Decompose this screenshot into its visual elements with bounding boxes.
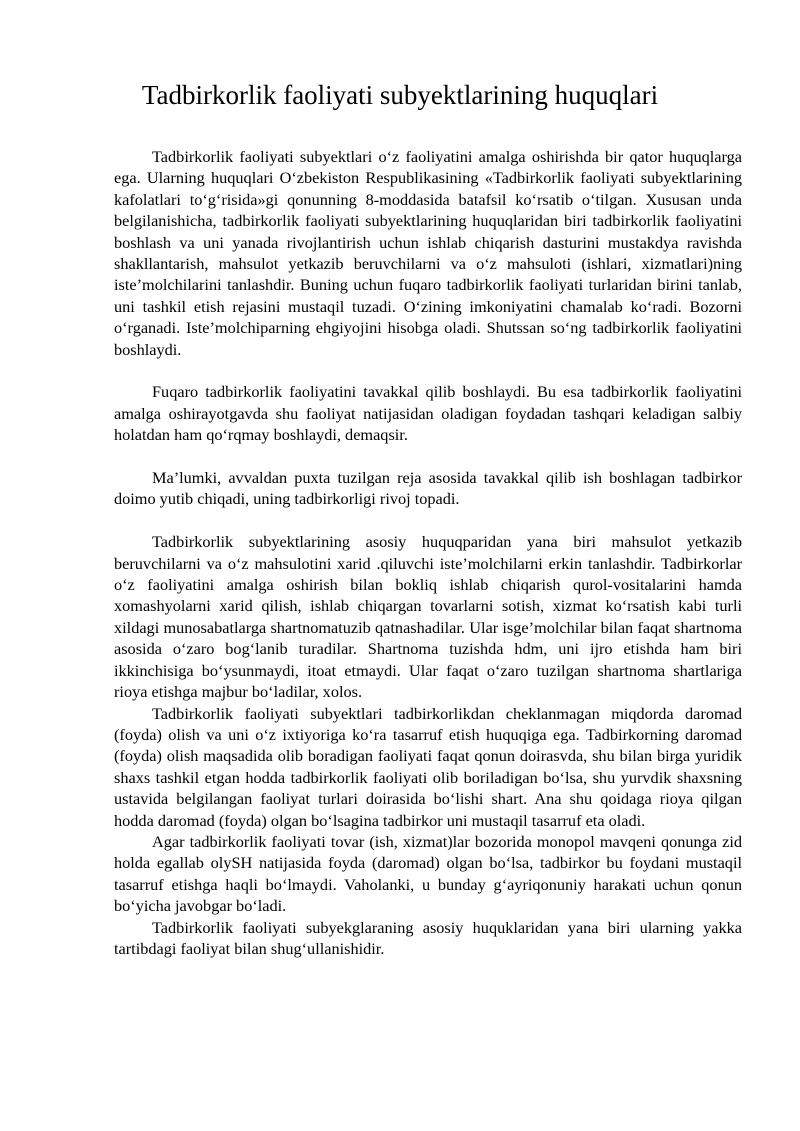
paragraph: Tadbirkorlik faoliyati subyektlari o‘z faoliyatini amalga oshirishda bir qator huquqlarga ega. Ularning huquqlari O‘zbekiston Respublikasining «Tadbirkorlik faoliyati subyektlarining kafolatlari to‘g‘risida»gi qonunning 8-moddasida batafsil ko‘rsatib o‘tilgan. Xususan unda belgilanishicha, tadbirkorlik faoliyati subyektlarining huquqlaridan biri tadbirkorlik faoliyatini boshlash va uni yanada rivojlantirish uchun ishlab chiqarish dasturini mustakdya ravishda shakllantarish, mahsulot yetkazib beruvchilarni va o‘z mahsuloti (ishlari, xizmatlari)ning iste’molchilarini tanlashdir. Buning uchun fuqaro tadbirkorlik faoliyati turlaridan birini tanlab, uni tashkil etish rejasini mustaqil tuzadi. O‘zining imkoniyatini chamalab ko‘radi. Bozorni o‘rganadi. Iste’molchiparning ehgiyojini hisobga oladi. Shutssan so‘ng tadbirkorlik faoliyatini boshlaydi. [114,147,742,359]
paragraph: Tadbirkorlik subyektlarining asosiy huquqparidan yana biri mahsulot yetkazib beruvchilarni va o‘z mahsulotini xarid .qiluvchi iste’molchilarni erkin tanlashdir. Tadbirkorlar o‘z faoliyatini amalga oshirish bilan bokliq ishlab chiqarish qurol-vositalarini hamda xomashyolarni xarid qilish, ishlab chiqargan tovarlarni sotish, xizmat ko‘rsatish kabi turli xildagi munosabatlarga shartnomatuzib qatnashadilar. Ular isge’molchilar bilan faqat shartnoma asosida o‘zaro bog‘lanib turadilar. Shartnoma tuzishda hdm, uni ijro etishda ham biri ikkinchisiga bo‘ysunmaydi, itoat etmaydi. Ular faqat o‘zaro tuzilgan shartnoma shartlariga rioya etishga majbur bo‘ladilar, xolos. [114,532,742,702]
paragraph: Tadbirkorlik faoliyati subyekglaraning asosiy huquklaridan yana biri ularning yakka tartibdagi faoliyat bilan shug‘ullanishidir. [114,917,742,958]
page-title: Tadbirkorlik faoliyati subyektlarining huquqlari [141,80,659,110]
paragraph: Agar tadbirkorlik faoliyati tovar (ish, xizmat)lar bozorida monopol mavqeni qonunga zid holda egallab olySH natijasida foyda (daromad) olgan bo‘lsa, tadbirkor bu foydani mustaqil tasarruf etishga haqli bo‘lmaydi. Vaholanki, u bunday g‘ayriqonuniy harakati uchun qonun bo‘yicha javobgar bo‘ladi. [114,831,742,916]
paragraph: Ma’lumki, avvaldan puxta tuzilgan reja asosida tavakkal qilib ish boshlagan tadbirkor doimo yutib chiqadi, uning tadbirkorligi rivoj topadi. [114,468,742,509]
paragraph: Tadbirkorlik faoliyati subyektlari tadbirkorlikdan cheklanmagan miqdorda daromad (foyda) olish va uni o‘z ixtiyoriga ko‘ra tasarruf etish huquqiga ega. Tadbirkorning daromad (foyda) olish maqsadida olib boradigan faoliyati faqat qonun doirasvda, shu bilan birga yuridik shaxs tashkil etgan hodda tadbirkorlik faoliyati olib boriladigan bo‘lsa, shu yurvdik shaxsning ustavida belgilangan faoliyat turlari doirasida bo‘lishi shart. Ana shu qoidaga rioya qilgan hodda daromad (foyda) olgan bo‘lsagina tadbirkor uni mustaqil tasarruf eta oladi. [114,703,742,830]
paragraph: Fuqaro tadbirkorlik faoliyatini tavakkal qilib boshlaydi. Bu esa tadbirkorlik faoliyatini amalga oshirayotgavda shu faoliyat natijasidan oladigan foydadan tashqari keladigan salbiy holatdan ham qo‘rqmay boshlaydi, demaqsir. [114,382,742,445]
document-body [114,146,742,959]
